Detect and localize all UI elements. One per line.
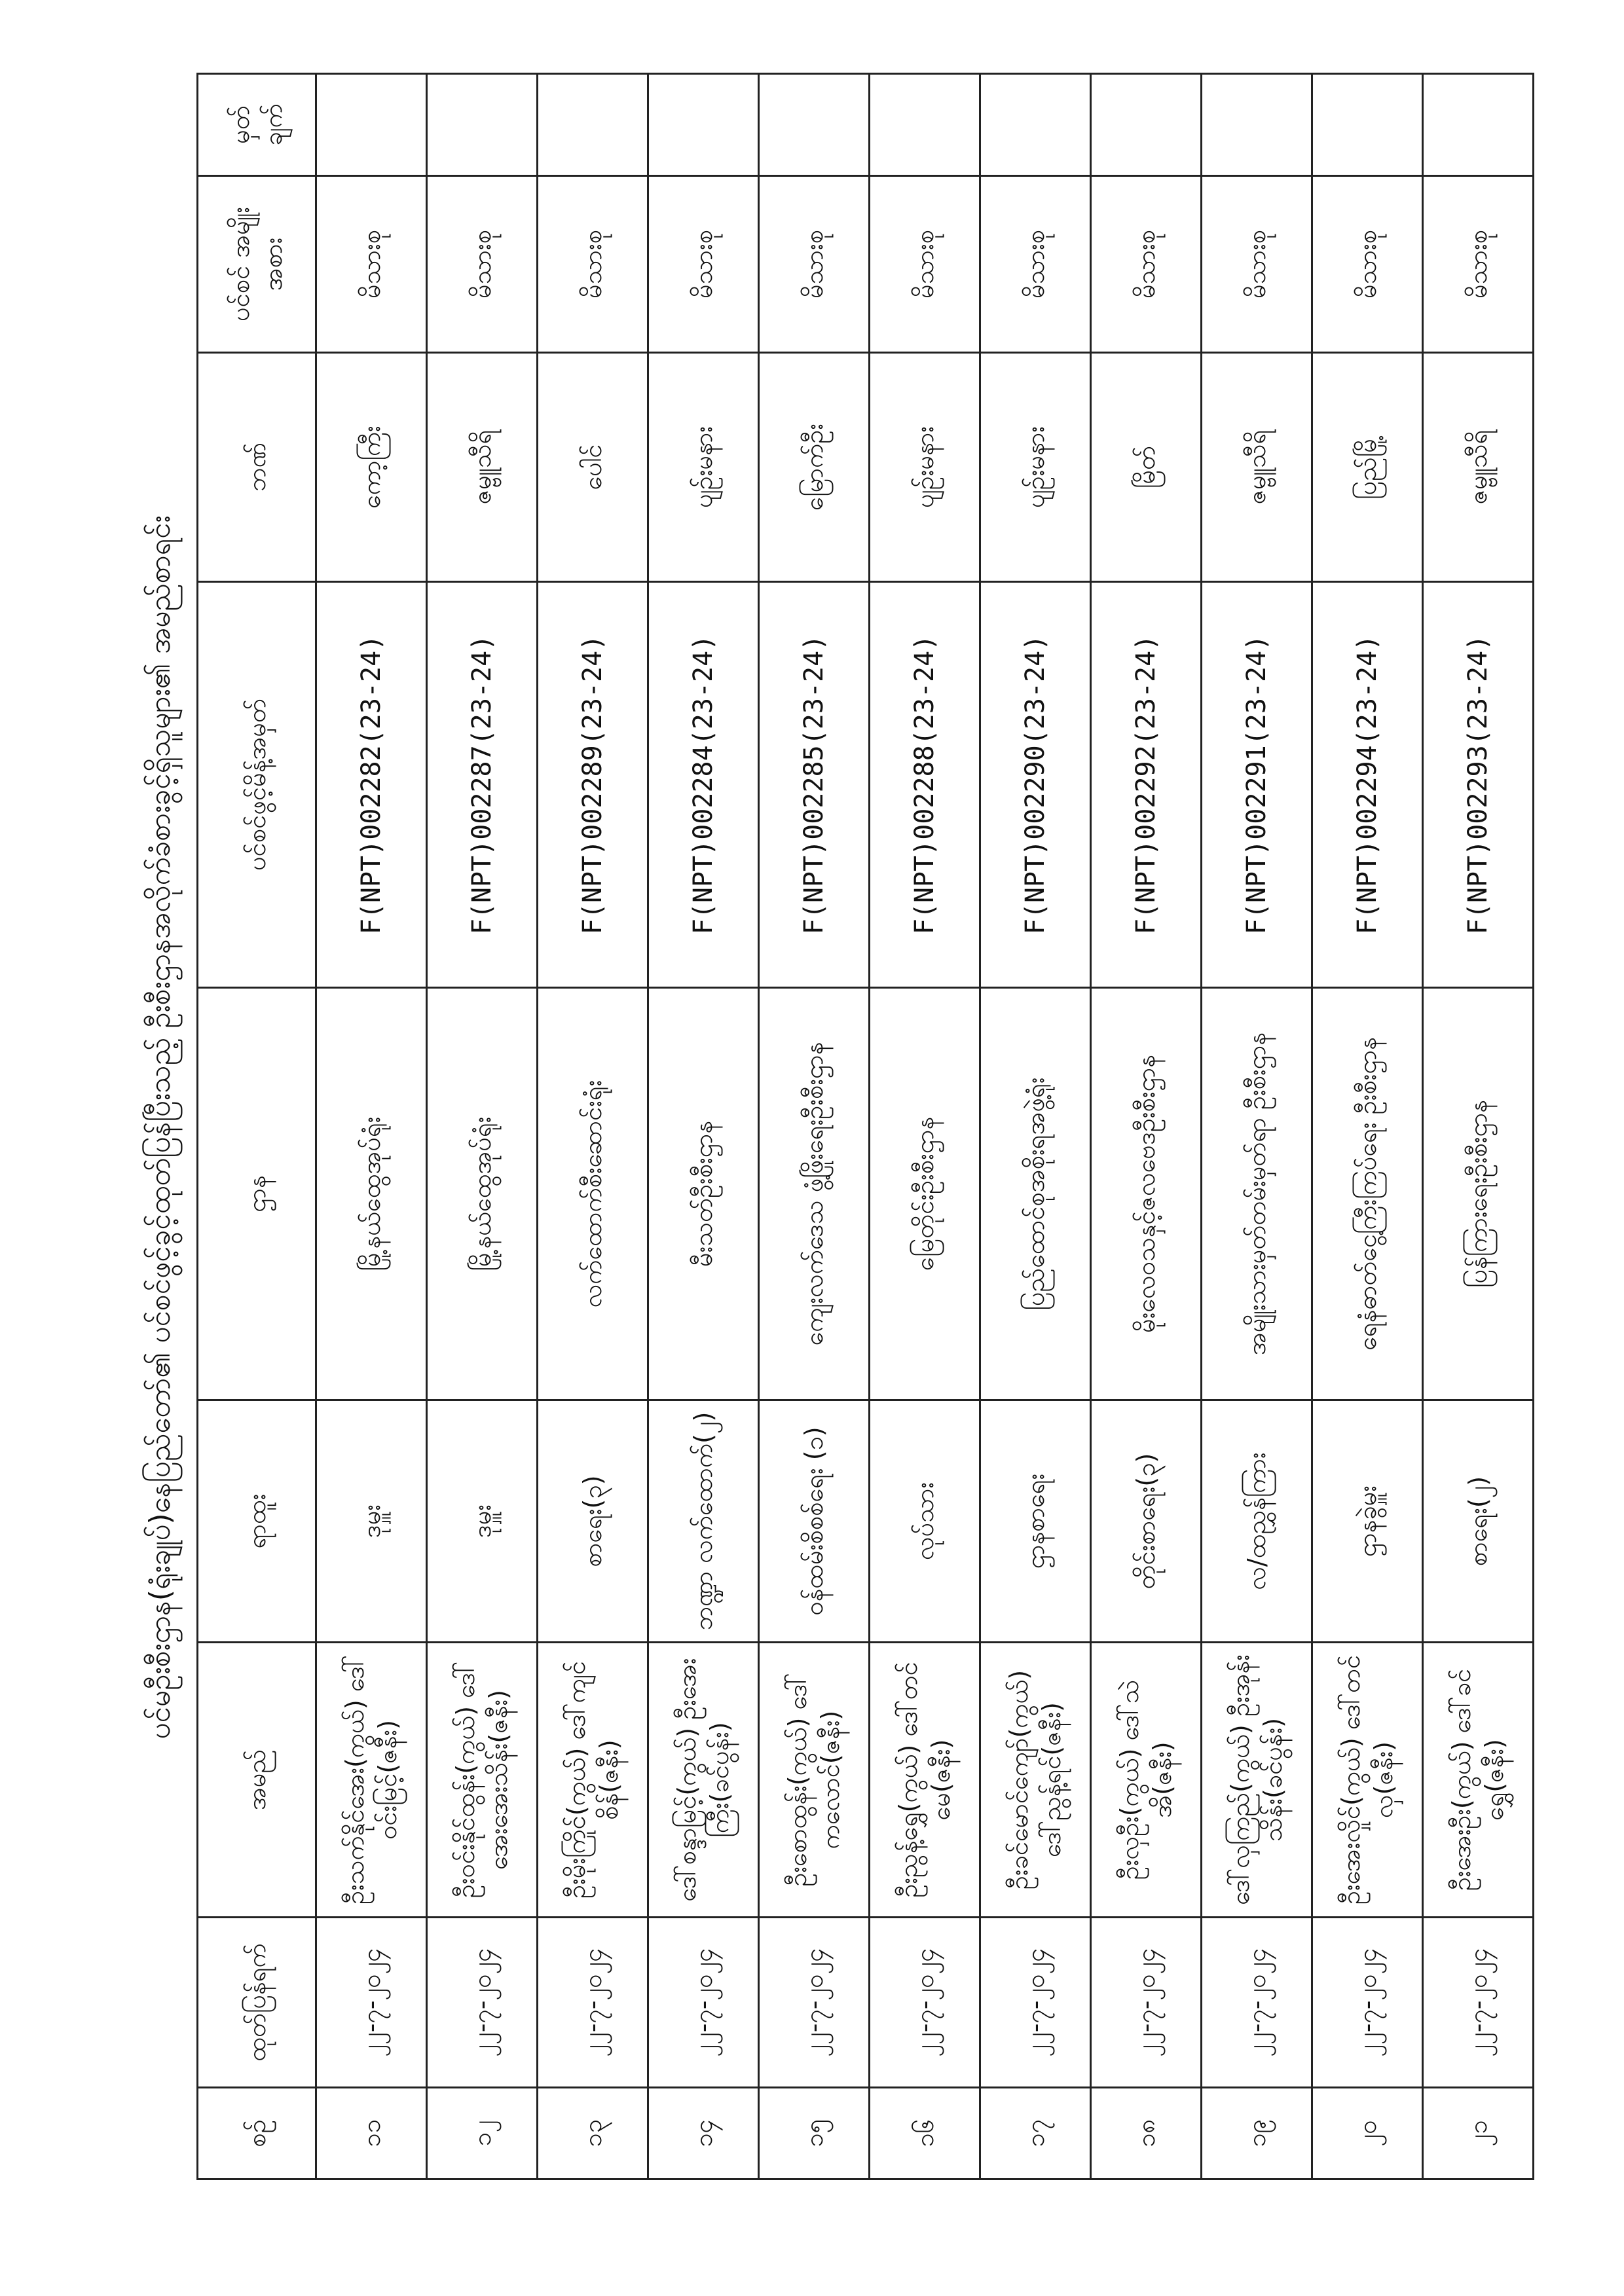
department: မြေတိုင်းဦးစီးဌာန: [870, 988, 980, 1400]
department: လက်ထောက်စီးဆောင်းရုံး: [538, 988, 648, 1400]
bank: ပေါင်: [538, 353, 648, 582]
bank: ကော့ကြီး: [316, 353, 427, 582]
row-number: ၂၁: [1423, 2088, 1534, 2179]
order-number: F(NPT)002282(23-24): [316, 582, 427, 988]
pension-type: မိသားစု: [648, 176, 759, 353]
issue-date: ၂၂-၇-၂၀၂၄: [1091, 1918, 1202, 2088]
department: မြို့နယ်ထွေအုပ်ရုံး: [427, 988, 538, 1400]
rank: ဒုမှူး: [316, 1400, 427, 1643]
order-number: F(NPT)002290(23-24): [980, 582, 1091, 988]
pension-type: မိသားစု: [759, 176, 870, 353]
table-row: [1202, 74, 1312, 2179]
header-pension-type: ပင်စင် အမျိုးအစား: [198, 176, 316, 353]
table-row: [648, 74, 759, 2179]
row-number: ၁၆: [870, 2088, 980, 2179]
remark: [1312, 74, 1423, 176]
header-date: ထုတ်ပြန်ရက်: [198, 1918, 316, 2088]
person-name: ဦးသက်နိုင်အေး(ကွယ်) ဒေါ်ဝင်းမြင့်(ဇနီး): [316, 1643, 427, 1918]
person-name: ဦးအေးဦး(ကွယ်) ဒေါ်ခင်ရွှေ(ဇနီး): [1423, 1643, 1534, 1918]
rank: ဌာနခွဲမှူး: [1312, 1400, 1423, 1643]
remark: [648, 74, 759, 176]
pension-type: မိသားစု: [1312, 176, 1423, 353]
department: အမျိုးသားမှတ်တမ်းမှတ်ရာ ဦးစီးဌာန: [1202, 988, 1312, 1400]
row-number: ၁၁: [316, 2088, 427, 2179]
issue-date: ၂၂-၇-၂၀၂၄: [1312, 1918, 1423, 2088]
remark: [980, 74, 1091, 176]
header-department: ဌာန: [198, 988, 316, 1400]
rank: လုပ်သား: [870, 1400, 980, 1643]
rotated-page: [131, 75, 1559, 2180]
bank: မြောက်ဦး: [759, 353, 870, 582]
table-row: [1091, 74, 1202, 2179]
person-name: ဦးစောထွန်း(ကွယ်) ဒေါ်ကလောင်(ဇနီး): [759, 1643, 870, 1918]
rank: စာရေး(၂): [1423, 1400, 1534, 1643]
header-remark: မှတ် ချက်: [198, 74, 316, 176]
person-name: ဒေါ်လှကြည်(ကွယ်) ဦးအုန်းသိန်း(ခင်ပွန်း): [1202, 1643, 1312, 1918]
remark: [1202, 74, 1312, 176]
remark: [538, 74, 648, 176]
order-number: F(NPT)002294(23-24): [1312, 582, 1423, 988]
rank: လ/ထညွှန်ကြား: [1202, 1400, 1312, 1643]
issue-date: ၂၂-၇-၂၀၂၄: [1202, 1918, 1312, 2088]
issue-date: ၂၂-၇-၂၀၂၄: [648, 1918, 759, 2088]
row-number: ၁၃: [538, 2088, 648, 2179]
person-name: ဦးမိုးကြိုင်(ကွယ်) ဒေါ်ကျင်စိန်(ဇနီး): [538, 1643, 648, 1918]
bank: ပျဉ်းမနား: [870, 353, 980, 582]
table-row: [759, 74, 870, 2179]
person-name: ဦးညွန့်ရွှေ(ကွယ်) ဒေါ်တင်မေ(ဇနီး): [870, 1643, 980, 1918]
person-name: ဒေါ်စန္ဒာမြင့်(ကွယ်) ဦးအေးကြီး(ခင်ပွန်း): [648, 1643, 759, 1918]
rank: ဌာနစာရေး: [980, 1400, 1091, 1643]
table-row: [1423, 74, 1534, 2179]
order-number: F(NPT)002292(23-24): [1091, 582, 1202, 988]
pension-type: မိသားစု: [316, 176, 427, 353]
order-number: F(NPT)002288(23-24): [870, 582, 980, 988]
pension-type: မိသားစု: [870, 176, 980, 353]
row-number: ၁၈: [1091, 2088, 1202, 2179]
remark: [870, 74, 980, 176]
issue-date: ၂၂-၇-၂၀၂၄: [980, 1918, 1091, 2088]
row-number: ၁၄: [648, 2088, 759, 2179]
person-name: ဦးခင်မောင်ကျော်(ကွယ်) ဒေါ်ညွန့်ရင်(ဇနီး): [980, 1643, 1091, 1918]
pension-type: မိသားစု: [427, 176, 538, 353]
row-number: ၁၇: [980, 2088, 1091, 2179]
order-number: F(NPT)002293(23-24): [1423, 582, 1534, 988]
issue-date: ၂၂-၇-၂၀၂၄: [1423, 1918, 1534, 2088]
remark: [1091, 74, 1202, 176]
row-number: ၁၅: [759, 2088, 870, 2179]
table-header-row: [198, 74, 316, 2179]
bank: ပြည်မြို့: [1312, 353, 1423, 582]
pension-table: [196, 73, 1534, 2180]
pension-type: မိသားစု: [980, 176, 1091, 353]
department: ပြည်ထောင်စုအစိုးရအဖွဲ့ရုံး: [980, 988, 1091, 1400]
rank: ဒုမှူး: [427, 1400, 538, 1643]
bank: ပျဉ်းမနား: [648, 353, 759, 582]
order-number: F(NPT)002289(23-24): [538, 582, 648, 988]
rank: စာရေး(၃): [538, 1400, 648, 1643]
table-row: [1312, 74, 1423, 2179]
bank: ဇမ္ဗူသီရိ: [427, 353, 538, 582]
rank: ဝန်ထမ်းစိစစ်ရေး (၁): [759, 1400, 870, 1643]
person-name: ဦးဝင်းနိုင်ထွန်း(ကွယ်) ဒေါ်အေးအေးသိန်း(ဇနီး): [427, 1643, 538, 1918]
issue-date: ၂၂-၇-၂၀၂၄: [316, 1918, 427, 2088]
header-name: အမည်: [198, 1643, 316, 1918]
rank: ဘဏ္ဍာ လက်ထောက်(၂): [648, 1400, 759, 1643]
row-number: ၂၀: [1312, 2088, 1423, 2179]
rank: တိုင်းစာရေး(၃): [1091, 1400, 1202, 1643]
bank: မြိတ်: [1091, 353, 1202, 582]
bank: ပျဉ်းမနား: [980, 353, 1091, 582]
remark: [1423, 74, 1534, 176]
order-number: F(NPT)002287(23-24): [427, 582, 538, 988]
row-number: ၁၉: [1202, 2088, 1312, 2179]
pension-type: မိသားစု: [538, 176, 648, 353]
order-number: F(NPT)002291(23-24): [1202, 582, 1312, 988]
department: မီးသတ်ဦးစီးဌာန: [648, 988, 759, 1400]
table-row: [316, 74, 427, 2179]
header-bank: ဘဏ်: [198, 353, 316, 582]
header-rank: ရာထူး: [198, 1400, 316, 1643]
pension-type: မိသားစု: [1202, 176, 1312, 353]
department: ရေနံဓာတ်ငွေ့ကြီးကြပ်ရေး ဦးစီးဌာန: [1312, 988, 1423, 1400]
person-name: ဦးအေးလှိုင်(ကွယ်) ဒေါ်တင်လှ(ဇနီး): [1312, 1643, 1423, 1918]
table-row: [980, 74, 1091, 2179]
department: ကျေးလက်ဒေသ ဖွံ့ဖြိုးရေးဦးစီးဌာန: [759, 988, 870, 1400]
table-row: [427, 74, 538, 2179]
header-order-no: ပင်စင်ဖွင့်မိန့်အမှတ်: [198, 582, 316, 988]
header-no: စဥ်: [198, 2088, 316, 2179]
table-row: [538, 74, 648, 2179]
department: မြို့နယ်ထွေအုပ်ရုံး: [316, 988, 427, 1400]
pension-type: မိသားစု: [1423, 176, 1534, 353]
issue-date: ၂၂-၇-၂၀၂၄: [427, 1918, 538, 2088]
remark: [759, 74, 870, 176]
issue-date: ၂၂-၇-၂၀၂၄: [538, 1918, 648, 2088]
issue-date: ၂၂-၇-၂၀၂၄: [759, 1918, 870, 2088]
order-number: F(NPT)002285(23-24): [759, 582, 870, 988]
pension-type: မိသားစု: [1091, 176, 1202, 353]
bank: ဇမ္ဗူသီရိ: [1423, 353, 1534, 582]
person-name: ဦးလှဦး(ကွယ်) ဒေါ်သဲအိ(ဇနီး): [1091, 1643, 1202, 1918]
department: ပြန်ကြားရေးဦးစီးဌာန: [1423, 988, 1534, 1400]
table-row: [870, 74, 980, 2179]
remark: [316, 74, 427, 176]
issue-date: ၂၂-၇-၂၀၂၄: [870, 1918, 980, 2088]
table-body: [316, 74, 1534, 2179]
order-number: F(NPT)002284(23-24): [648, 582, 759, 988]
row-number: ၁၂: [427, 2088, 538, 2179]
bank: ဇမ္ဗူသီရိ: [1202, 353, 1312, 582]
remark: [427, 74, 538, 176]
department: မိုးလေဝသနှင့်ဇလဗေဒဦးစီးဌာန: [1091, 988, 1202, 1400]
document-title: ပင်မဦးစီးဌာန(ရုံးချုပ်)နေပြည်တော်၏ ပင်စင်ဖွင့်ခွင့်ထုတ်ပြန်ပြီးသည့် ဦးစီးဌာနအလိုက်ခံစားခွင့်ရှိသူများ၏ အမည်စာရင်း: [143, 515, 177, 1740]
